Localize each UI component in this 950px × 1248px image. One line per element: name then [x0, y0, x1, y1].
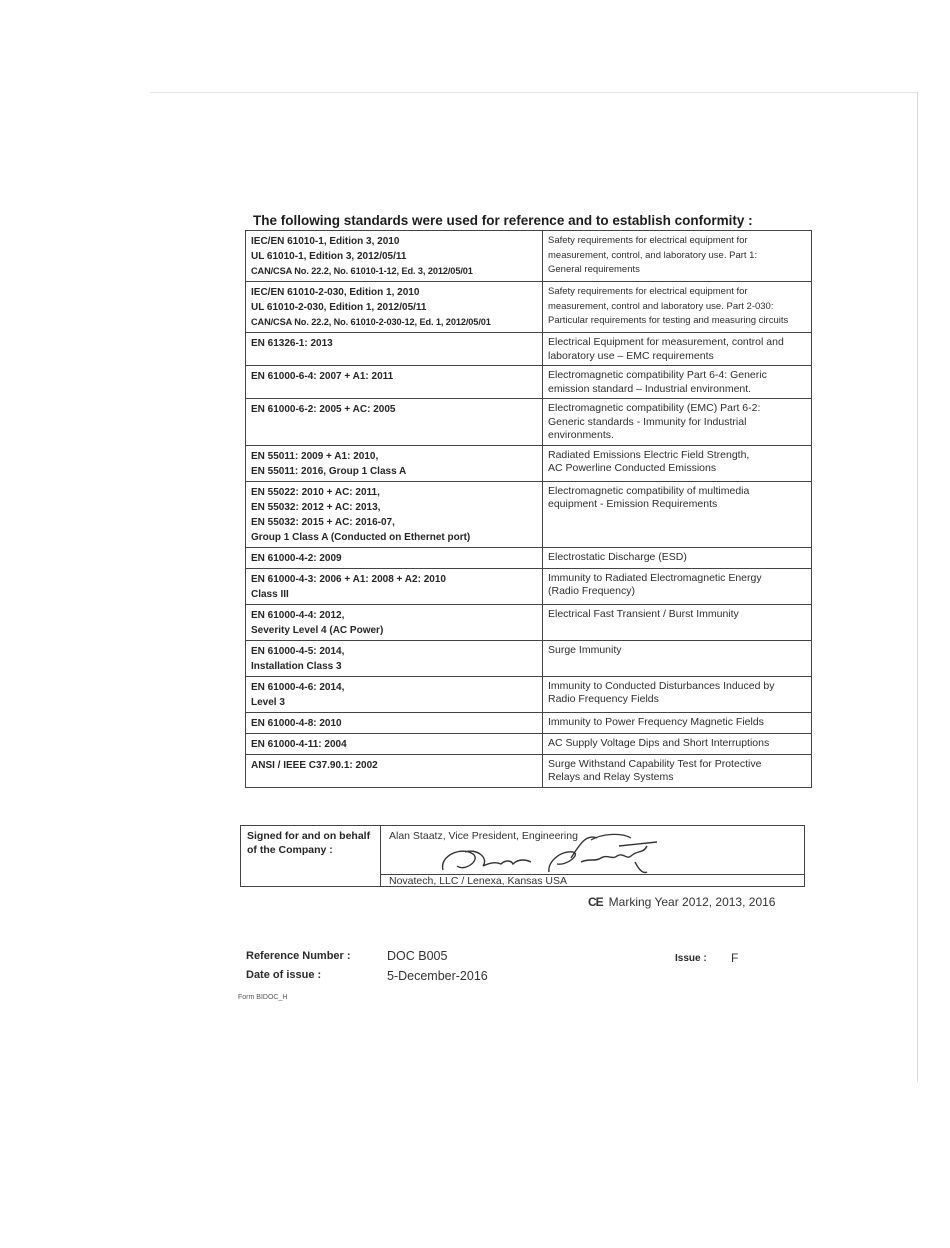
standard-description-line: Radio Frequency Fields [548, 693, 659, 705]
standard-reference-line: EN 61000-4-6: 2014, [251, 681, 345, 693]
standard-reference-line: EN 61000-4-2: 2009 [251, 552, 342, 564]
standard-reference [246, 366, 543, 399]
standard-reference [246, 604, 543, 640]
standard-reference-line: CAN/CSA No. 22.2, No. 61010-1-12, Ed. 3, 2012/05/01 [251, 266, 473, 276]
standard-description [543, 547, 812, 568]
standard-row [246, 547, 812, 568]
standard-reference-line: Installation Class 3 [251, 660, 342, 672]
standard-description [543, 640, 812, 676]
standard-description-line: laboratory use – EMC requirements [548, 349, 714, 362]
standard-reference-line: EN 55032: 2015 + AC: 2016-07, [251, 516, 395, 528]
standard-reference-line: EN 61000-6-2: 2005 + AC: 2005 [251, 404, 396, 415]
standard-description [543, 568, 812, 604]
standard-reference-line: EN 55011: 2009 + A1: 2010, [251, 450, 379, 462]
standard-reference-line: UL 61010-1, Edition 3, 2012/05/11 [251, 251, 407, 262]
standard-row [246, 445, 812, 481]
standard-description-line: Electrical Fast Transient / Burst Immunity [548, 607, 739, 620]
standard-description-line: Immunity to Power Frequency Magnetic Fields [548, 715, 764, 728]
standard-reference-line: EN 61000-4-4: 2012, [251, 609, 345, 621]
standard-reference [246, 481, 543, 547]
signed-on-behalf-label: Signed for and on behalf of the Company : [241, 826, 381, 886]
standard-description-line: Electrostatic Discharge (ESD) [548, 550, 687, 563]
standard-description-line: Immunity to Radiated Electromagnetic Energy [548, 571, 762, 584]
standard-reference-line: ANSI / IEEE C37.90.1: 2002 [251, 759, 378, 771]
standard-row [246, 282, 812, 333]
standard-description-line: Radiated Emissions Electric Field Strength, [548, 448, 750, 461]
standard-description-line: General requirements [548, 264, 640, 275]
standards-heading: The following standards were used for reference and to establish conformity : [253, 213, 753, 228]
standard-reference-line: IEC/EN 61010-2-030, Edition 1, 2010 [251, 287, 420, 298]
standard-description-line: Generic standards - Immunity for Industrial [548, 415, 747, 428]
standard-description-line: Electromagnetic compatibility of multimedia [548, 484, 750, 497]
standard-description-line: environments. [548, 429, 614, 441]
standard-reference-line: UL 61010-2-030, Edition 1, 2012/05/11 [251, 302, 427, 313]
standard-description-line: AC Powerline Conducted Emissions [548, 462, 717, 474]
standard-description [543, 231, 812, 282]
standard-description [543, 733, 812, 754]
standard-reference [246, 231, 543, 282]
standard-description-line: Immunity to Conducted Disturbances Induced by [548, 679, 775, 692]
standard-row [246, 604, 812, 640]
standard-description-line: measurement, control, and laboratory use. Part 1: [548, 249, 758, 261]
standard-reference-line: IEC/EN 61010-1, Edition 3, 2010 [251, 236, 400, 247]
company-address: Novatech, LLC / Lenexa, Kansas USA [389, 875, 568, 887]
standard-description-line: emission standard – Industrial environment. [548, 382, 752, 395]
standard-row [246, 333, 812, 366]
standard-reference-line: Group 1 Class A (Conducted on Ethernet port) [251, 531, 471, 543]
standard-reference [246, 754, 543, 787]
standard-row [246, 366, 812, 399]
signature-block [240, 825, 805, 887]
reference-number-value: DOC B005 [387, 949, 448, 963]
form-identifier: Form BIDOC_H [238, 994, 288, 1001]
date-of-issue-value: 5-December-2016 [387, 969, 488, 983]
standard-description [543, 399, 812, 446]
standard-description-line: measurement, control and laboratory use. Part 2-030: [548, 300, 774, 312]
standard-reference-line: EN 61000-4-5: 2014, [251, 645, 345, 657]
standard-reference-line: EN 61000-6-4: 2007 + A1: 2011 [251, 371, 394, 382]
standard-reference [246, 640, 543, 676]
standard-description-line: AC Supply Voltage Dips and Short Interruptions [548, 736, 770, 749]
handwritten-signature [431, 832, 671, 880]
standards-table [245, 230, 812, 788]
standard-description-line: Electromagnetic compatibility Part 6-4: Generic [548, 369, 767, 381]
scan-edge-top [150, 92, 918, 93]
standard-reference [246, 547, 543, 568]
standard-description-line: (Radio Frequency) [548, 585, 635, 597]
standard-description [543, 712, 812, 733]
standard-reference-line: EN 61326-1: 2013 [251, 338, 333, 349]
standard-description-line: Surge Immunity [548, 643, 622, 656]
standard-reference [246, 333, 543, 366]
standard-reference [246, 445, 543, 481]
standard-description [543, 676, 812, 712]
standard-reference-line: EN 55011: 2016, Group 1 Class A [251, 465, 407, 477]
standard-row [246, 231, 812, 282]
standard-description [543, 481, 812, 547]
standard-reference-line: EN 55032: 2012 + AC: 2013, [251, 501, 381, 513]
standard-row [246, 568, 812, 604]
standard-description-line: Safety requirements for electrical equipment for [548, 286, 748, 297]
standard-description [543, 282, 812, 333]
standard-description [543, 604, 812, 640]
standard-reference [246, 568, 543, 604]
standard-description-line: Electromagnetic compatibility (EMC) Part 6-2: [548, 402, 761, 414]
standard-reference-line: EN 61000-4-8: 2010 [251, 717, 342, 729]
ce-marking [588, 895, 775, 909]
standard-reference-line: CAN/CSA No. 22.2, No. 61010-2-030-12, Ed. 1, 2012/05/01 [251, 317, 491, 327]
signer-name: Alan Staatz, Vice President, Engineering [389, 830, 578, 842]
issue-label: Issue : [675, 953, 707, 964]
standard-description-line: Electrical Equipment for measurement, control and [548, 336, 784, 348]
standard-reference [246, 676, 543, 712]
standard-row [246, 676, 812, 712]
standard-reference-line: Class III [251, 588, 289, 600]
standard-row [246, 640, 812, 676]
standard-row [246, 754, 812, 787]
standard-description-line: Safety requirements for electrical equipment for [548, 235, 748, 246]
ce-mark-icon: CE [588, 895, 603, 909]
standard-reference-line: EN 61000-4-11: 2004 [251, 738, 347, 750]
standard-description-line: Surge Withstand Capability Test for Protective [548, 757, 762, 770]
standard-description-line: equipment - Emission Requirements [548, 498, 718, 510]
standard-reference [246, 733, 543, 754]
standard-reference-line: EN 61000-4-3: 2006 + A1: 2008 + A2: 2010 [251, 573, 446, 585]
standard-row [246, 733, 812, 754]
standard-reference [246, 712, 543, 733]
marking-year-text: Marking Year 2012, 2013, 2016 [608, 895, 776, 909]
standard-description [543, 366, 812, 399]
standard-description-line: Particular requirements for testing and measuring circuits [548, 315, 789, 326]
standard-reference [246, 282, 543, 333]
standard-description [543, 445, 812, 481]
standard-reference-line: Level 3 [251, 696, 285, 708]
reference-number-label: Reference Number : [246, 950, 351, 962]
standard-reference [246, 399, 543, 446]
standard-row [246, 481, 812, 547]
issue-value: F [731, 951, 739, 965]
standard-row [246, 399, 812, 446]
standard-reference-line: Severity Level 4 (AC Power) [251, 624, 384, 636]
scan-edge-right [917, 92, 918, 1082]
standard-reference-line: EN 55022: 2010 + AC: 2011, [251, 486, 380, 498]
standard-description [543, 754, 812, 787]
standard-row [246, 712, 812, 733]
standard-description [543, 333, 812, 366]
date-of-issue-label: Date of issue : [246, 969, 322, 981]
standard-description-line: Relays and Relay Systems [548, 771, 674, 783]
